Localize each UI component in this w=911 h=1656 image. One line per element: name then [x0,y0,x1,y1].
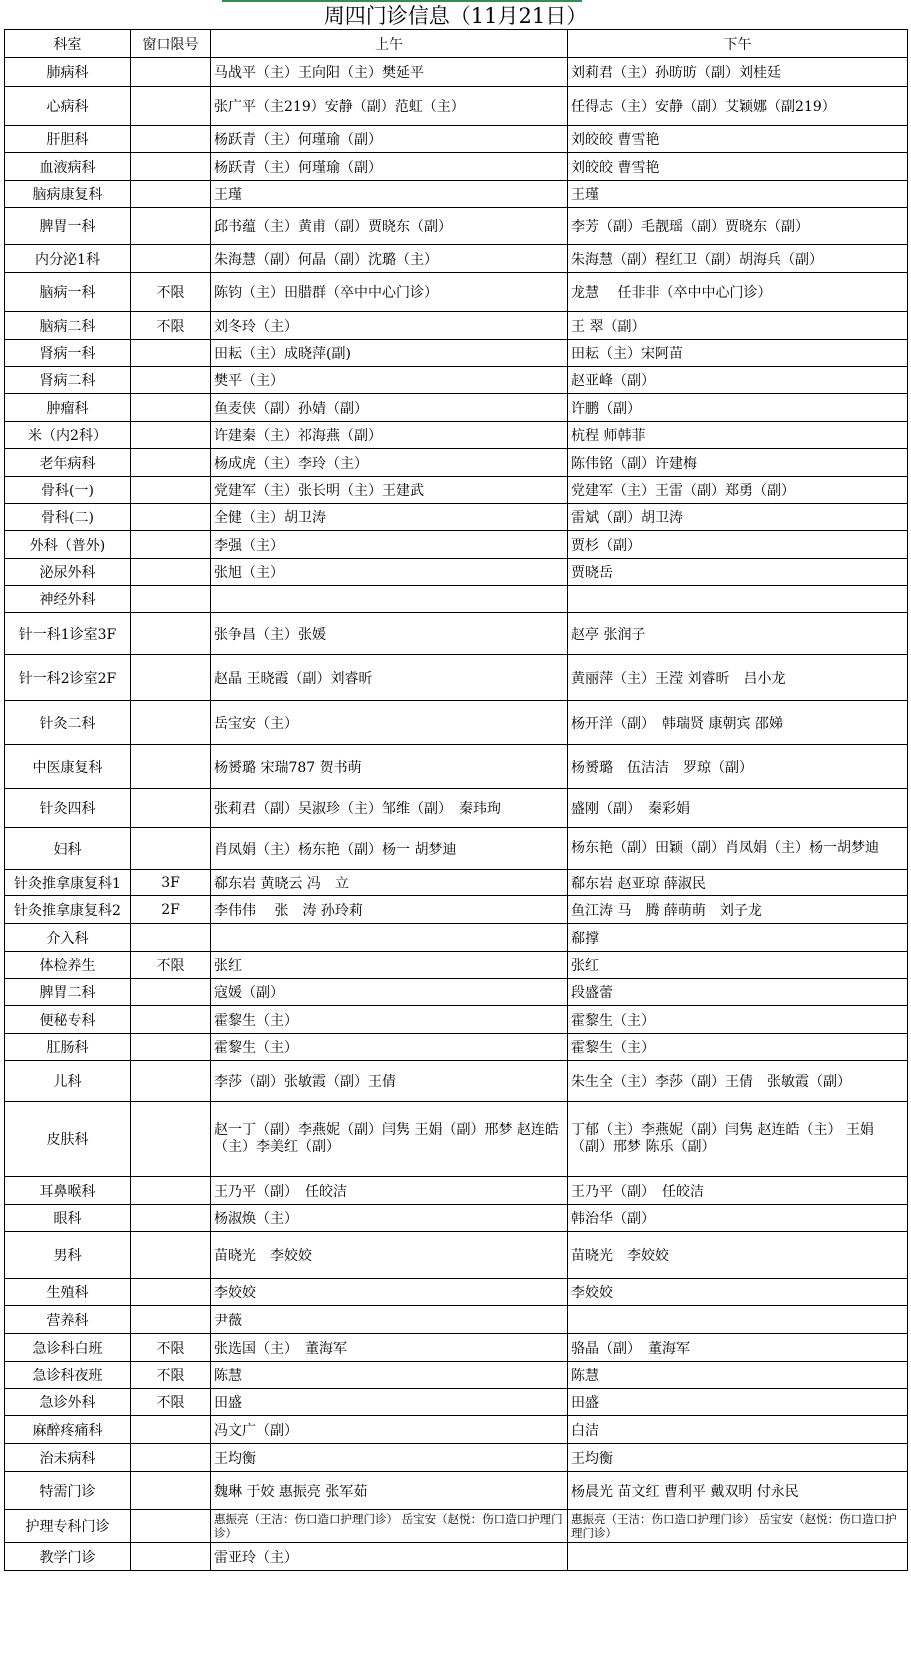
table-row [5,789,908,828]
table-row [5,586,908,613]
pm-cell: 李姣姣 [568,1279,908,1306]
window-cell [131,1205,211,1232]
table-row [5,245,908,273]
pm-cell: 赵亚峰（副） [568,367,908,394]
pm-cell: 惠振亮（王洁：伤口造口护理门诊） 岳宝安（赵悦：伤口造口护理门诊） [568,1510,908,1543]
table-row [5,367,908,394]
table-row [5,422,908,449]
table-row [5,979,908,1006]
dept-cell: 便秘专科 [5,1006,131,1034]
header-row [5,30,908,58]
am-cell: 霍黎生（主） [211,1006,568,1034]
am-cell: 李莎（副）张敏霞（副）王倩 [211,1061,568,1102]
table-row [5,394,908,422]
dept-cell: 急诊外科 [5,1389,131,1416]
pm-cell: 段盛蕾 [568,979,908,1006]
dept-cell: 肿瘤科 [5,394,131,422]
window-cell [131,340,211,367]
dept-cell: 脑病二科 [5,312,131,340]
window-cell [131,126,211,153]
pm-cell: 王均衡 [568,1444,908,1472]
pm-cell: 赵亭 张润子 [568,613,908,655]
table-row [5,312,908,340]
window-cell [131,924,211,952]
table-row [5,870,908,896]
am-cell: 张莉君（副）吴淑珍（主）邹维（副） 秦玮珣 [211,789,568,828]
pm-cell: 陈伟铭（副）许建梅 [568,449,908,477]
am-cell: 杨跃青（主）何瑾瑜（副） [211,153,568,181]
pm-cell: 刘皎皎 曹雪艳 [568,153,908,181]
table-row [5,1444,908,1472]
table-row [5,126,908,153]
window-cell [131,504,211,531]
am-cell: 鱼麦侠（副）孙婧（副） [211,394,568,422]
pm-cell: 朱生全（主）李莎（副）王倩 张敏霞（副） [568,1061,908,1102]
window-cell [131,1472,211,1510]
pm-cell: 韩治华（副） [568,1205,908,1232]
pm-cell: 郗东岩 赵亚琼 薛淑民 [568,870,908,896]
window-cell: 不限 [131,952,211,979]
dept-cell: 急诊科夜班 [5,1362,131,1389]
am-cell: 杨淑焕（主） [211,1205,568,1232]
window-cell [131,701,211,745]
window-cell [131,1510,211,1543]
window-cell [131,613,211,655]
am-cell: 田盛 [211,1389,568,1416]
am-cell: 岳宝安（主） [211,701,568,745]
pm-cell [568,1543,908,1571]
dept-cell: 针灸推拿康复科2 [5,896,131,924]
table-row [5,273,908,312]
table-row [5,745,908,789]
dept-cell: 护理专科门诊 [5,1510,131,1543]
pm-cell: 苗晓光 李姣姣 [568,1232,908,1279]
table-row [5,1472,908,1510]
pm-cell: 郗撑 [568,924,908,952]
am-cell: 魏琳 于姣 惠振亮 张军茹 [211,1472,568,1510]
dept-cell: 肾病二科 [5,367,131,394]
dept-cell: 肾病一科 [5,340,131,367]
window-cell [131,586,211,613]
window-cell [131,477,211,504]
am-cell: 张旭（主） [211,559,568,586]
am-cell [211,586,568,613]
dept-cell: 脑病康复科 [5,181,131,208]
table-row [5,1510,908,1543]
window-cell [131,1416,211,1444]
am-cell: 马战平（主）王向阳（主）樊延平 [211,58,568,87]
pm-cell [568,586,908,613]
am-cell: 郗东岩 黄晓云 冯 立 [211,870,568,896]
pm-cell: 王乃平（副） 任皎洁 [568,1177,908,1205]
pm-cell: 丁郁（主）李燕妮（副）闫隽 赵连皓（主） 王娟（副）邢梦 陈乐（副） [568,1102,908,1177]
table-row [5,504,908,531]
am-cell: 张广平（主219）安静（副）范虹（主） [211,87,568,126]
window-cell [131,208,211,245]
window-cell [131,153,211,181]
window-cell [131,1306,211,1334]
window-cell [131,1177,211,1205]
pm-cell: 田盛 [568,1389,908,1416]
window-cell [131,1006,211,1034]
am-cell: 杨跃青（主）何瑾瑜（副） [211,126,568,153]
window-cell [131,979,211,1006]
table-row [5,559,908,586]
header-window: 窗口限号 [131,30,211,58]
dept-cell: 针一科1诊室3F [5,613,131,655]
pm-cell: 杭程 师韩菲 [568,422,908,449]
window-cell [131,559,211,586]
dept-cell: 介入科 [5,924,131,952]
am-cell: 冯文广（副） [211,1416,568,1444]
table-row [5,1177,908,1205]
table-row [5,1543,908,1571]
table-row [5,1232,908,1279]
table-row [5,208,908,245]
am-cell: 王乃平（副） 任皎洁 [211,1177,568,1205]
am-cell: 王均衡 [211,1444,568,1472]
dept-cell: 针灸四科 [5,789,131,828]
dept-cell: 营养科 [5,1306,131,1334]
window-cell: 不限 [131,312,211,340]
table-row [5,58,908,87]
am-cell: 全健（主）胡卫涛 [211,504,568,531]
window-cell [131,655,211,701]
dept-cell: 耳鼻喉科 [5,1177,131,1205]
table-row [5,952,908,979]
table-row [5,477,908,504]
dept-cell: 儿科 [5,1061,131,1102]
dept-cell: 血液病科 [5,153,131,181]
am-cell: 苗晓光 李姣姣 [211,1232,568,1279]
am-cell: 党建军（主）张长明（主）王建武 [211,477,568,504]
window-cell [131,828,211,870]
pm-cell: 杨晨光 苗文红 曹利平 戴双明 付永民 [568,1472,908,1510]
pm-cell: 张红 [568,952,908,979]
header-pm: 下午 [568,30,908,58]
pm-cell: 陈慧 [568,1362,908,1389]
am-cell: 邱书蕴（主）黄甫（副）贾晓东（副） [211,208,568,245]
pm-cell: 霍黎生（主） [568,1034,908,1061]
dept-cell: 针一科2诊室2F [5,655,131,701]
table-row [5,1362,908,1389]
am-cell: 刘冬玲（主） [211,312,568,340]
am-cell: 李姣姣 [211,1279,568,1306]
dept-cell: 皮肤科 [5,1102,131,1177]
window-cell [131,1061,211,1102]
window-cell [131,789,211,828]
window-cell [131,87,211,126]
table-row [5,153,908,181]
pm-cell: 刘皎皎 曹雪艳 [568,126,908,153]
table-row [5,1306,908,1334]
dept-cell: 脑病一科 [5,273,131,312]
window-cell: 不限 [131,1389,211,1416]
am-cell: 张红 [211,952,568,979]
table-row [5,1006,908,1034]
dept-cell: 中医康复科 [5,745,131,789]
pm-cell: 朱海慧（副）程红卫（副）胡海兵（副） [568,245,908,273]
dept-cell: 教学门诊 [5,1543,131,1571]
dept-cell: 老年病科 [5,449,131,477]
window-cell [131,394,211,422]
window-cell: 不限 [131,1362,211,1389]
table-row [5,531,908,559]
pm-cell: 杨开洋（副） 韩瑞贤 康朝宾 邵娣 [568,701,908,745]
dept-cell: 脾胃一科 [5,208,131,245]
window-cell [131,181,211,208]
pm-cell: 白洁 [568,1416,908,1444]
dept-cell: 特需门诊 [5,1472,131,1510]
dept-cell: 针灸推拿康复科1 [5,870,131,896]
dept-cell: 骨科(二) [5,504,131,531]
am-cell: 张争昌（主）张媛 [211,613,568,655]
dept-cell: 肝胆科 [5,126,131,153]
am-cell: 樊平（主） [211,367,568,394]
dept-cell: 体检养生 [5,952,131,979]
pm-cell: 龙慧 任非非（卒中中心门诊） [568,273,908,312]
am-cell: 杨赟璐 宋瑞787 贺书萌 [211,745,568,789]
schedule-body [5,58,908,1571]
dept-cell: 男科 [5,1232,131,1279]
header-am: 上午 [211,30,568,58]
table-row [5,655,908,701]
dept-cell: 心病科 [5,87,131,126]
am-cell [211,924,568,952]
pm-cell: 任得志（主）安静（副）艾颖娜（副219） [568,87,908,126]
am-cell: 杨成虎（主）李玲（主） [211,449,568,477]
pm-cell: 刘莉君（主）孙昉昉（副）刘桂廷 [568,58,908,87]
pm-cell: 盛刚（副） 秦彩娟 [568,789,908,828]
schedule-table [4,29,908,1571]
am-cell: 陈钧（主）田腊群（卒中中心门诊） [211,273,568,312]
dept-cell: 急诊科白班 [5,1334,131,1362]
dept-cell: 妇科 [5,828,131,870]
pm-cell: 骆晶（副） 董海军 [568,1334,908,1362]
pm-cell: 霍黎生（主） [568,1006,908,1034]
window-cell [131,1034,211,1061]
window-cell: 3F [131,870,211,896]
pm-cell: 王瑾 [568,181,908,208]
dept-cell: 米（内2科） [5,422,131,449]
dept-cell: 泌尿外科 [5,559,131,586]
window-cell [131,58,211,87]
pm-cell: 贾晓岳 [568,559,908,586]
pm-cell: 鱼江涛 马 腾 薛萌萌 刘子龙 [568,896,908,924]
am-cell: 肖凤娟（主）杨东艳（副）杨一 胡梦迪 [211,828,568,870]
window-cell [131,245,211,273]
dept-cell: 肺病科 [5,58,131,87]
window-cell [131,531,211,559]
am-cell: 许建秦（主）祁海燕（副） [211,422,568,449]
pm-cell: 贾杉（副） [568,531,908,559]
table-row [5,87,908,126]
pm-cell: 党建军（主）王雷（副）郑勇（副） [568,477,908,504]
am-cell: 张选国（主） 董海军 [211,1334,568,1362]
am-cell: 雷亚玲（主） [211,1543,568,1571]
window-cell [131,1232,211,1279]
am-cell: 陈慧 [211,1362,568,1389]
dept-cell: 外科（普外) [5,531,131,559]
table-row [5,828,908,870]
window-cell [131,745,211,789]
window-cell [131,1543,211,1571]
table-row [5,1416,908,1444]
window-cell [131,1279,211,1306]
table-row [5,701,908,745]
pm-cell [568,1306,908,1334]
dept-cell: 针灸二科 [5,701,131,745]
table-row [5,1205,908,1232]
dept-cell: 骨科(一) [5,477,131,504]
am-cell: 赵晶 王晓霞（副）刘睿昕 [211,655,568,701]
page-title: 周四门诊信息（11月21日） [323,4,588,28]
header-dept: 科室 [5,30,131,58]
am-cell: 王瑾 [211,181,568,208]
window-cell [131,449,211,477]
am-cell: 赵一丁（副）李燕妮（副）闫隽 王娟（副）邢梦 赵连皓（主）李美红（副） [211,1102,568,1177]
table-row [5,181,908,208]
table-row [5,1389,908,1416]
dept-cell: 脾胃二科 [5,979,131,1006]
table-row [5,1334,908,1362]
am-cell: 尹薇 [211,1306,568,1334]
table-row [5,1102,908,1177]
pm-cell: 黄丽萍（主）王滢 刘睿昕 吕小龙 [568,655,908,701]
pm-cell: 王 翠（副） [568,312,908,340]
dept-cell: 肛肠科 [5,1034,131,1061]
am-cell: 霍黎生（主） [211,1034,568,1061]
am-cell: 朱海慧（副）何晶（副）沈璐（主） [211,245,568,273]
am-cell: 李强（主） [211,531,568,559]
dept-cell: 内分泌1科 [5,245,131,273]
am-cell: 惠振亮（王洁：伤口造口护理门诊） 岳宝安（赵悦：伤口造口护理门诊） [211,1510,568,1543]
window-cell [131,422,211,449]
dept-cell: 眼科 [5,1205,131,1232]
window-cell: 2F [131,896,211,924]
am-cell: 李伟伟 张 涛 孙玲莉 [211,896,568,924]
window-cell: 不限 [131,273,211,312]
dept-cell: 治未病科 [5,1444,131,1472]
dept-cell: 生殖科 [5,1279,131,1306]
pm-cell: 李芳（副）毛靓瑶（副）贾晓东（副） [568,208,908,245]
table-row [5,1034,908,1061]
pm-cell: 田耘（主）宋阿苗 [568,340,908,367]
dept-cell: 麻醉疼痛科 [5,1416,131,1444]
table-row [5,613,908,655]
pm-cell: 许鹏（副） [568,394,908,422]
table-row [5,340,908,367]
pm-cell: 雷斌（副）胡卫涛 [568,504,908,531]
table-row [5,896,908,924]
table-row [5,924,908,952]
window-cell: 不限 [131,1334,211,1362]
table-row [5,1061,908,1102]
dept-cell: 神经外科 [5,586,131,613]
window-cell [131,367,211,394]
window-cell [131,1444,211,1472]
window-cell [131,1102,211,1177]
am-cell: 田耘（主）成晓萍(副) [211,340,568,367]
table-row [5,449,908,477]
pm-cell: 杨赟璐 伍洁洁 罗琼（副） [568,745,908,789]
table-row [5,1279,908,1306]
am-cell: 寇媛（副） [211,979,568,1006]
pm-cell: 杨东艳（副）田颖（副）肖凤娟（主）杨一胡梦迪 [568,828,908,870]
